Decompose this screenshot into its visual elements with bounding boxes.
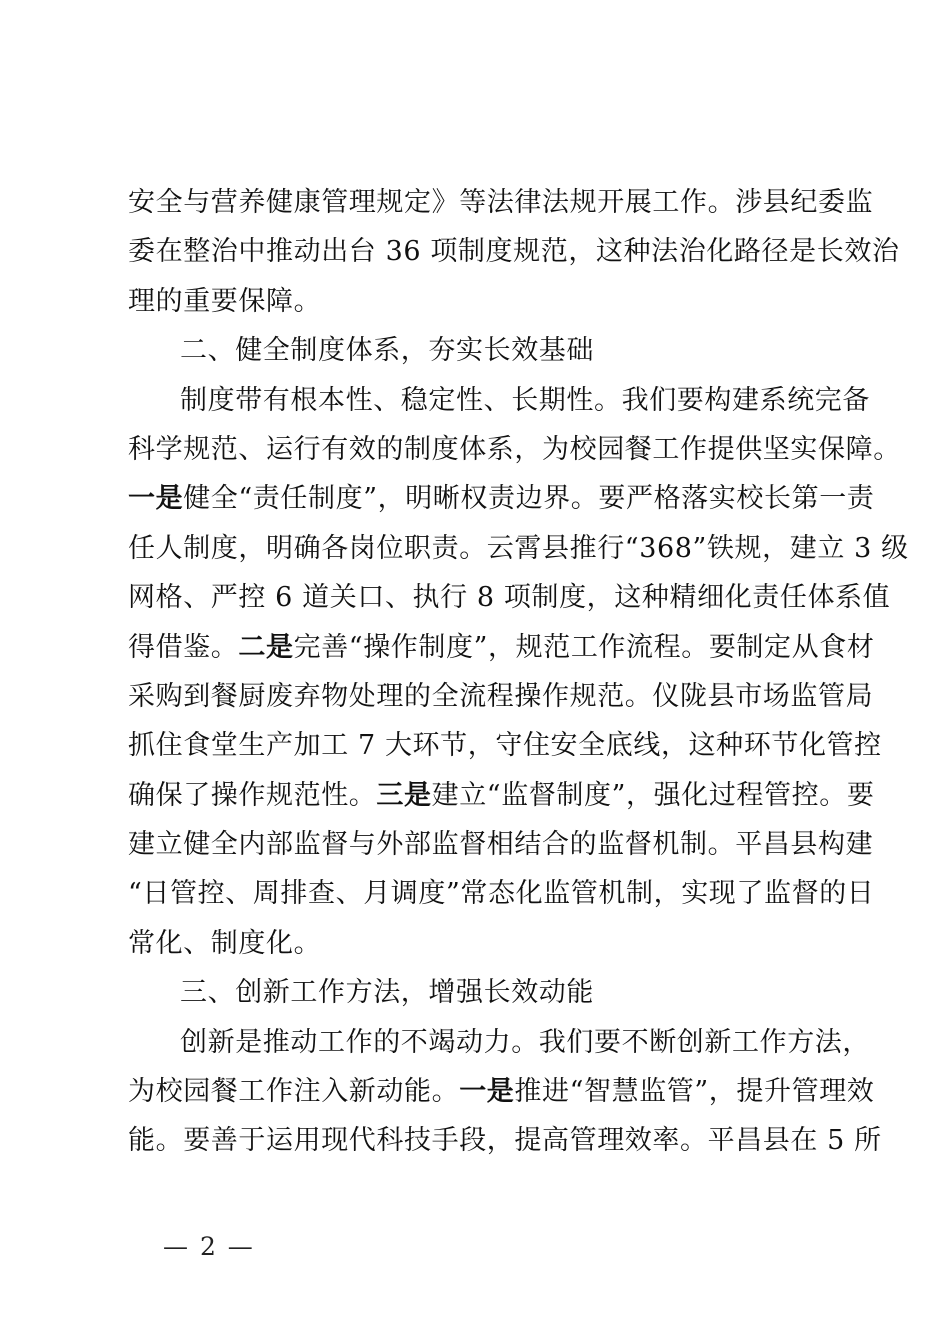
text-line: 任人制度，明确各岗位职责。云霄县推行“368”铁规，建立 3 级	[128, 532, 909, 564]
text-line: 委在整治中推动出台 36 项制度规范，这种法治化路径是长效治	[128, 236, 900, 268]
paragraph-start: 创新是推动工作的不竭动力。我们要不断创新工作方法，	[180, 1026, 870, 1058]
bold-marker: 三是	[376, 779, 432, 811]
text-line: 抓住食堂生产加工 7 大环节，守住安全底线，这种环节化管控	[128, 730, 882, 762]
text-line: 网格、严控 6 道关口、执行 8 项制度，这种精细化责任体系值	[128, 582, 891, 614]
text-line: 一是健全“责任制度”，明晰权责边界。要严格落实校长第一责	[128, 483, 875, 515]
text-line: 得借鉴。二是完善“操作制度”，规范工作流程。要制定从食材	[128, 631, 875, 663]
text-line: “日管控、周排查、月调度”常态化监管机制，实现了监督的日	[128, 878, 875, 910]
text-line: 科学规范、运行有效的制度体系，为校园餐工作提供坚实保障。	[128, 433, 901, 465]
section-heading-2: 二、健全制度体系，夯实长效基础	[180, 335, 594, 367]
text-line: 确保了操作规范性。三是建立“监督制度”，强化过程管控。要	[128, 779, 875, 811]
page-number: — 2 —	[163, 1232, 255, 1261]
bold-marker: 二是	[238, 631, 294, 663]
body-text	[128, 178, 909, 1166]
bold-marker: 一是	[128, 483, 184, 515]
section-heading-3: 三、创新工作方法，增强长效动能	[180, 977, 594, 1009]
text-line: 理的重要保障。	[128, 285, 322, 317]
paragraph-start: 制度带有根本性、稳定性、长期性。我们要构建系统完备	[180, 384, 870, 416]
text-line: 为校园餐工作注入新动能。一是推进“智慧监管”，提升管理效	[128, 1076, 875, 1108]
text-line: 建立健全内部监督与外部监督相结合的监督机制。平昌县构建	[128, 829, 874, 861]
text-line: 采购到餐厨废弃物处理的全流程操作规范。仪陇县市场监管局	[128, 680, 874, 712]
text-line: 安全与营养健康管理规定》等法律法规开展工作。涉县纪委监	[128, 187, 874, 218]
text-line: 常化、制度化。	[128, 927, 322, 959]
bold-marker: 一是	[459, 1076, 515, 1108]
text-line: 能。要善于运用现代科技手段，提高管理效率。平昌县在 5 所	[128, 1125, 882, 1157]
